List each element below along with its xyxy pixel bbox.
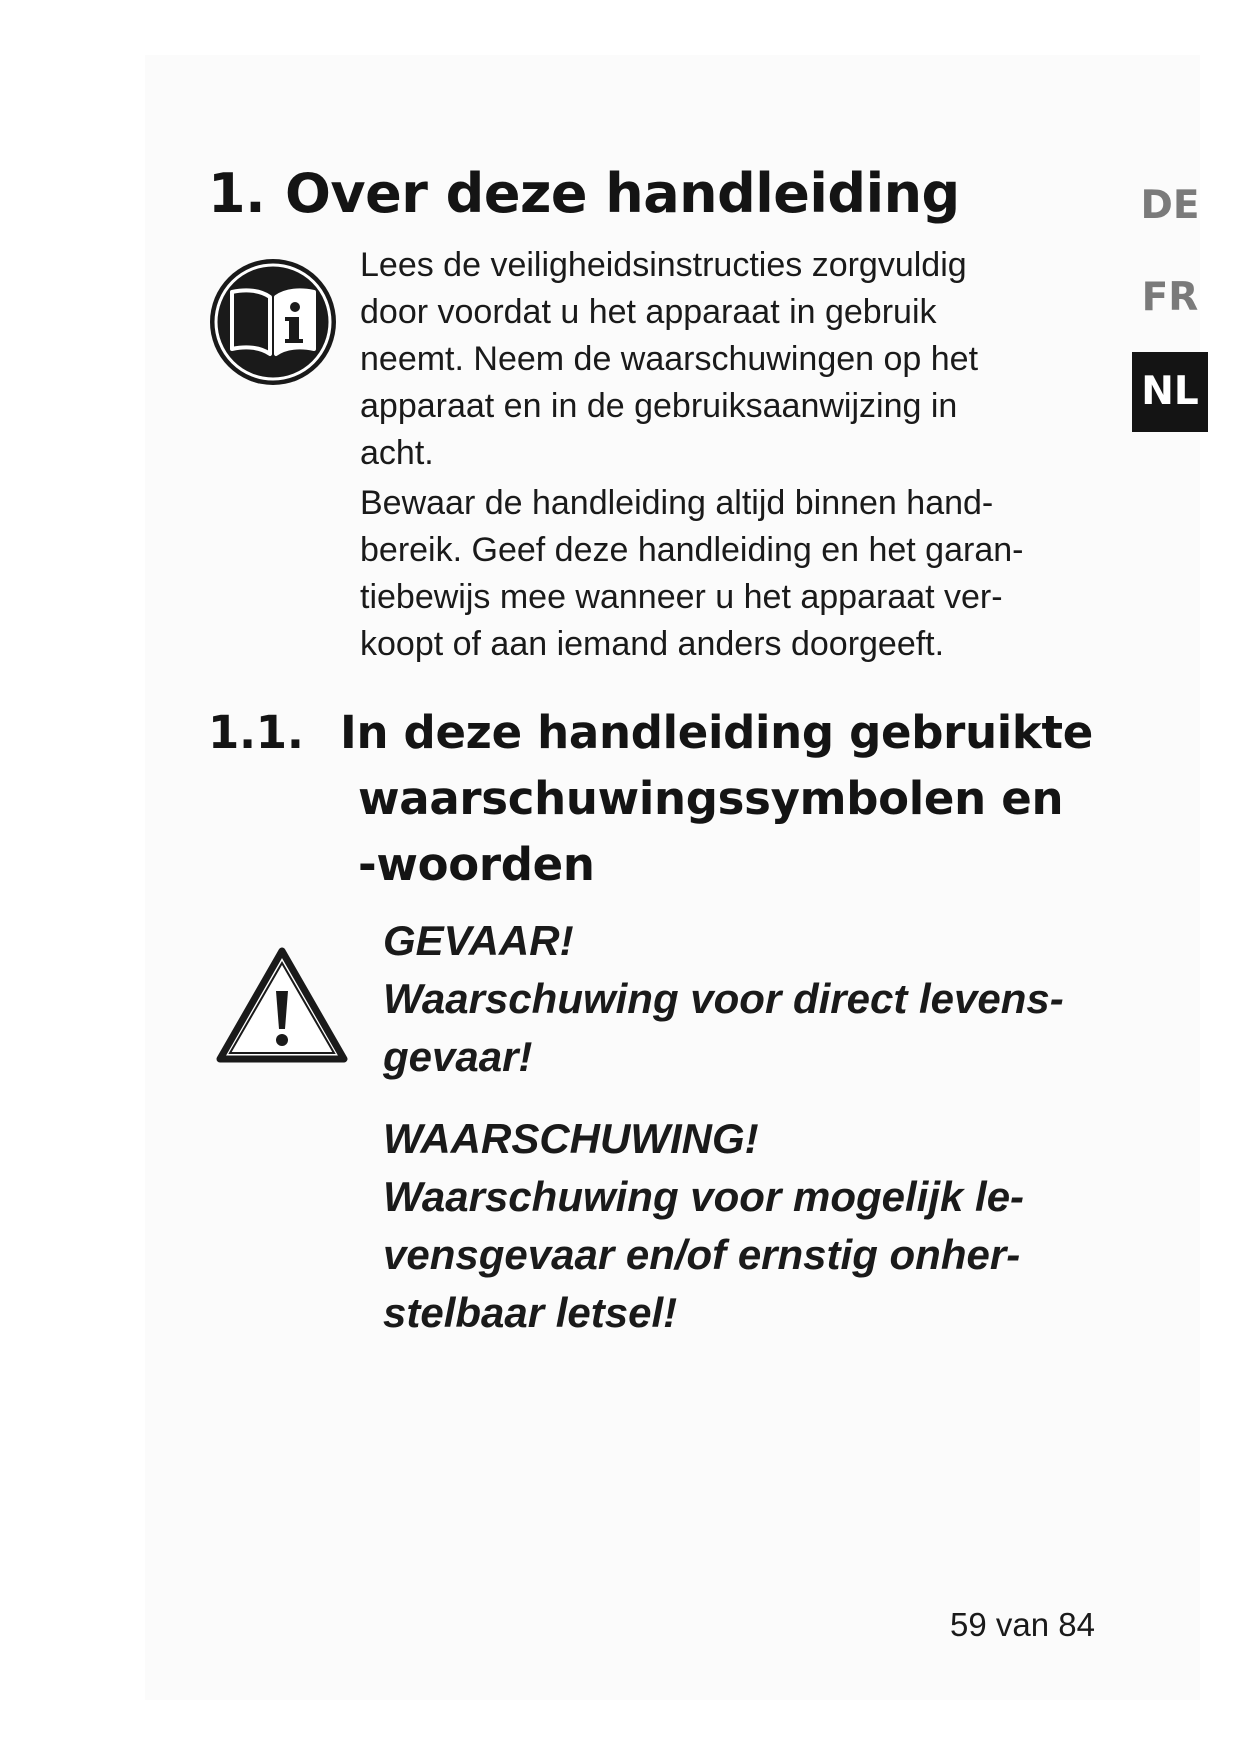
warning-triangle-icon <box>214 945 350 1065</box>
warning-text-line: stelbaar letsel! <box>383 1289 678 1336</box>
page-number: 59 van 84 <box>950 1606 1095 1643</box>
subsection-number: 1.1. <box>208 706 304 759</box>
keep-line: Bewaar de handleiding altijd binnen hand- <box>360 484 994 522</box>
subsection-title <box>340 700 1108 898</box>
keep-manual-paragraph <box>360 480 1080 668</box>
section-number: 1. <box>208 162 266 225</box>
manual-info-icon <box>208 257 338 387</box>
subsection-title-line: waarschuwingssymbolen en <box>358 772 1064 825</box>
danger-text-line: gevaar! <box>383 1033 533 1080</box>
language-tab-nl[interactable]: NL <box>1132 352 1208 432</box>
intro-line: acht. <box>360 434 434 472</box>
intro-line: door voordat u het apparaat in gebruik <box>360 293 937 331</box>
warning-label: WAARSCHUWING! <box>383 1115 759 1162</box>
language-tab-de[interactable]: DE <box>1140 183 1200 228</box>
warning-notice <box>383 1110 1024 1342</box>
danger-label: GEVAAR! <box>383 917 574 964</box>
danger-notice <box>383 912 1064 1086</box>
subsection-title-line: In deze handleiding gebruikte <box>340 706 1093 759</box>
subsection-title-line: -woorden <box>358 838 595 891</box>
intro-line: neemt. Neem de waarschuwingen op het <box>360 340 979 378</box>
intro-line: Lees de veiligheidsinstructies zorgvuldig <box>360 246 967 284</box>
keep-line: bereik. Geef deze handleiding en het garan- <box>360 531 1024 569</box>
intro-line: apparaat en in de gebruiksaanwijzing in <box>360 387 958 425</box>
section-heading <box>208 158 960 230</box>
subsection-heading <box>208 700 1108 898</box>
language-tab-fr[interactable]: FR <box>1141 275 1199 320</box>
danger-text-line: Waarschuwing voor direct levens- <box>383 975 1064 1022</box>
keep-line: tiebewijs mee wanneer u het apparaat ver- <box>360 578 1003 616</box>
intro-paragraph <box>360 242 1080 477</box>
warning-text-line: Waarschuwing voor mogelijk le- <box>383 1173 1025 1220</box>
keep-line: koopt of aan iemand anders doorgeeft. <box>360 625 945 663</box>
warning-text-line: vensgevaar en/of ernstig onher- <box>383 1231 1021 1278</box>
section-title: Over deze handleiding <box>285 162 960 225</box>
